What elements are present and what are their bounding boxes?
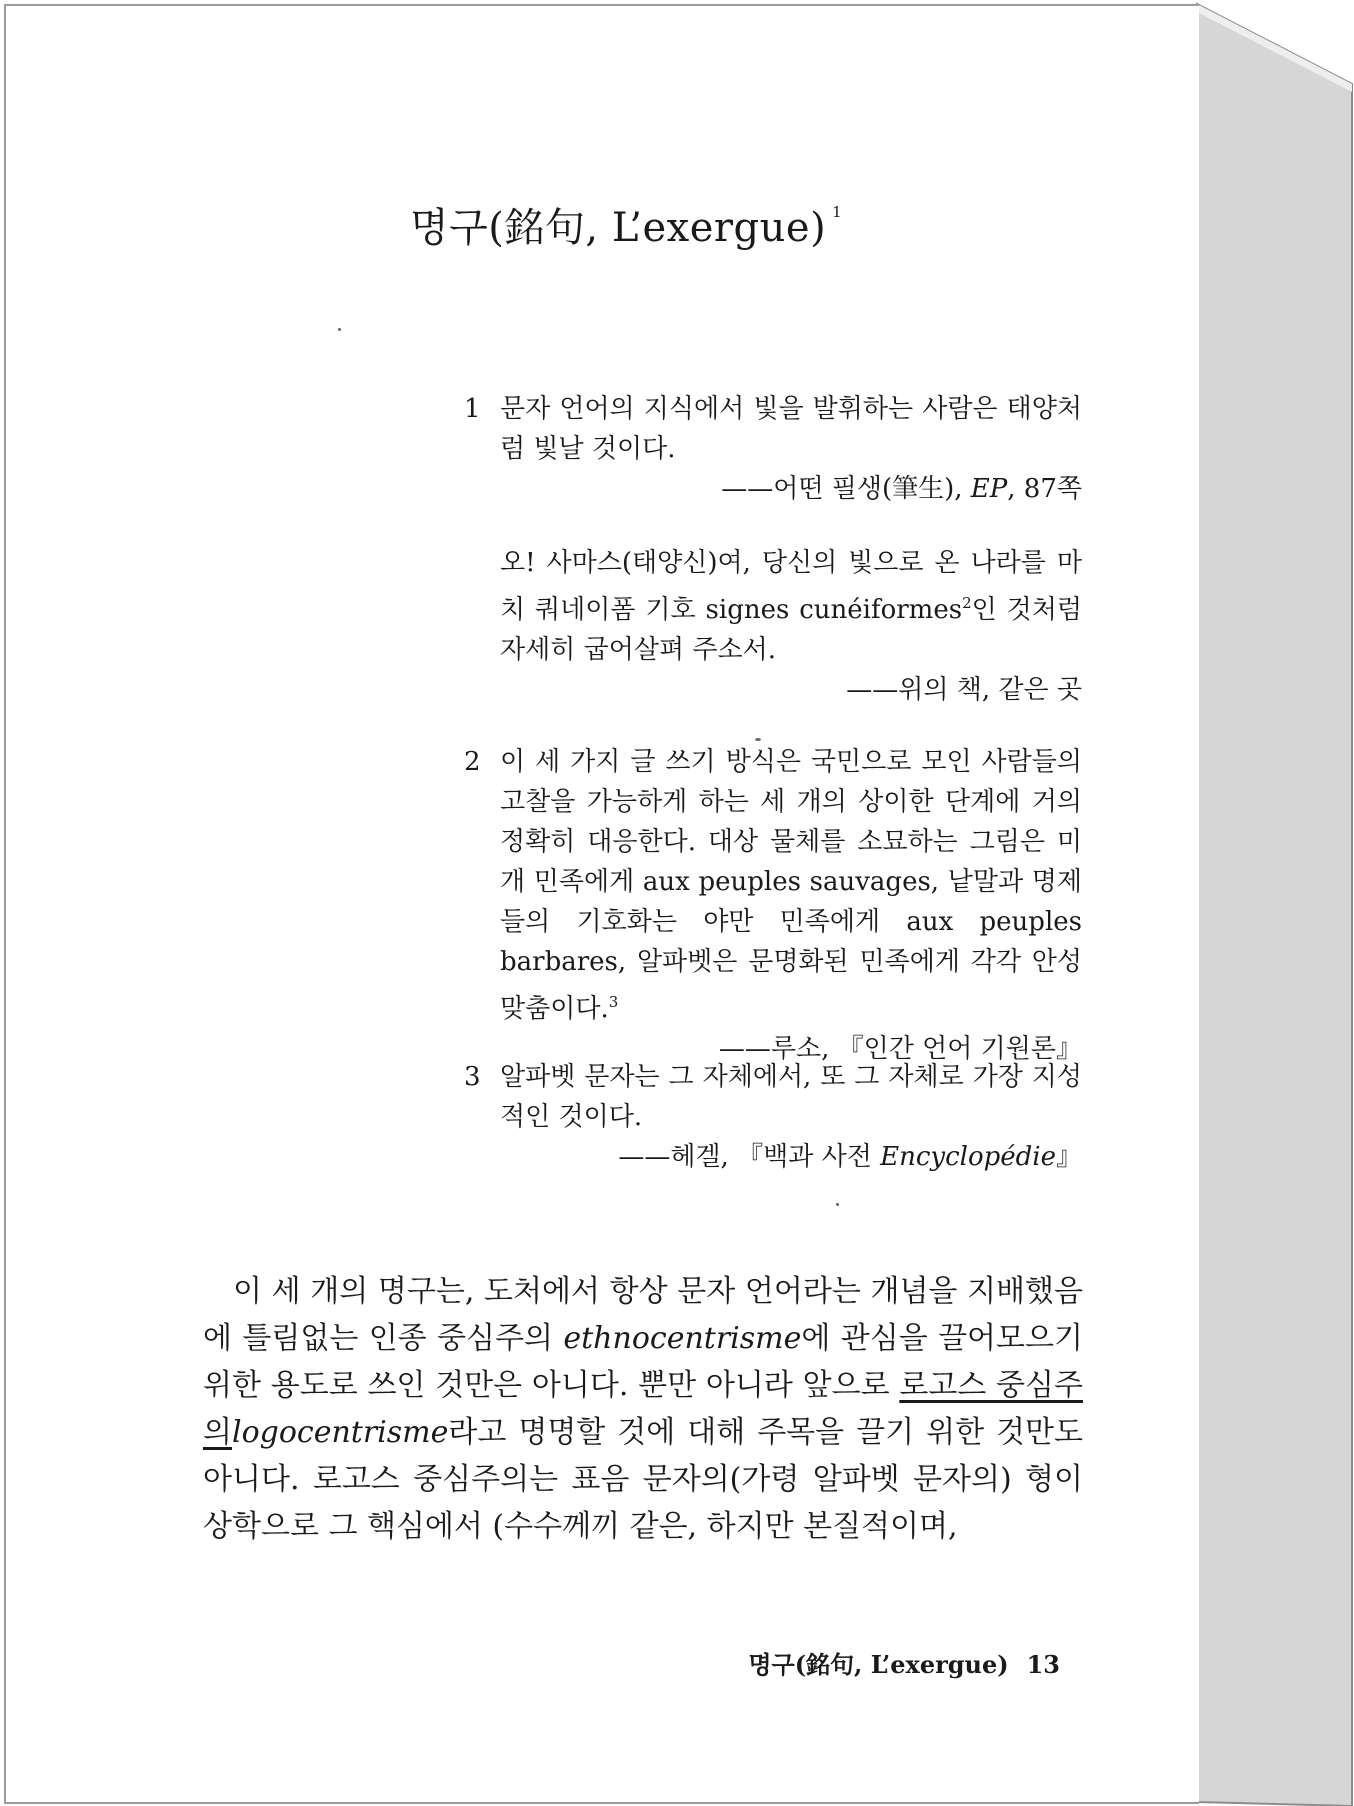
- source-prefix: ——어떤 필생(筆生),: [721, 474, 971, 504]
- epigraph-number: 1: [464, 394, 481, 424]
- epigraph-source: [470, 469, 1082, 509]
- epigraph-text: 문자 언어의 지식에서 빛을 발휘하는 사람은 태양처럼 빛날 것이다.: [500, 394, 1082, 464]
- epigraph-number: 3: [464, 1062, 481, 1092]
- page-title: [410, 196, 1030, 253]
- epigraph-text: [470, 742, 1082, 1029]
- body-paragraph: [203, 1268, 1083, 1550]
- epigraph-source: [470, 1137, 1082, 1177]
- epigraph-source: ——위의 책, 같은 곳: [846, 675, 1082, 705]
- source-title: EP: [970, 474, 1008, 504]
- body-text: 에 관심을 끌어모으기 위한 용도로 쓰인 것만은 아니다. 뿐만 아니라 앞으로: [203, 1321, 1083, 1403]
- body-underlined-term: 로고스 중심주의: [203, 1368, 1084, 1450]
- source-title: Encyclopédie: [880, 1142, 1056, 1172]
- epigraph-1: [464, 389, 1082, 509]
- epigraph-text-part: 이 세 가지 글 쓰기 방식은 국민으로 모인 사람들의 고찰을 가능하게 하는 세 개의 상이한 단계에 거의 정확히 대응한다. 대상 물체를 소묘하는 그림은 미개 민족에게 aux peuples sauvages, 낱말과 명제들의 기호화는 야만 민족에게 aux peuples barbares, 알파벳은 문명화된 민족에게 각각 안성맞춤이다.: [500, 747, 1082, 1024]
- dust-speck: [755, 738, 761, 741]
- body-text: 라고 명명할 것에 대해 주목을 끌기 위한 것만도 아니다. 로고스 중심주의는 표음 문자의(가령 알파벳 문자의) 형이상학으로 그 핵심에서 (수수께끼 같은, 하지만 본질적이며,: [203, 1415, 1083, 1544]
- dust-speck: [836, 1203, 839, 1206]
- page-title-note: 1: [832, 203, 843, 221]
- epigraph-text: 알파벳 문자는 그 자체에서, 또 그 자체로 가장 지성적인 것이다.: [500, 1062, 1082, 1132]
- page-number: 13: [1026, 1650, 1060, 1679]
- running-title: 명구(銘句, L’exergue): [748, 1650, 1009, 1679]
- epigraph-2: [464, 742, 1082, 1069]
- epigraph-number: 2: [464, 747, 481, 777]
- body-italic-term: ethnocentrisme: [563, 1321, 802, 1356]
- body-italic-term: logocentrisme: [231, 1415, 449, 1450]
- epigraph-text-part: 오! 사마스(태양신)여, 당신의 빛으로 온 나라를 마치 쿼네이폼 기호 signes cunéiformes: [500, 548, 1082, 625]
- running-footer: [740, 1645, 1060, 1680]
- epigraph-1b: [470, 543, 1082, 710]
- body-text: 이 세 개의 명구는, 도처에서 항상 문자 언어라는 개념을 지배했음에 틀림없는 인종 중심주의: [203, 1274, 1083, 1356]
- epigraph-text: [470, 543, 1082, 670]
- footnote-marker: 2: [962, 594, 972, 612]
- footnote-marker: 3: [608, 993, 619, 1011]
- page-title-text: 명구(銘句, L’exergue): [410, 205, 827, 251]
- dust-speck: [338, 328, 341, 331]
- epigraph-source: ——루소, 『인간 언어 기원론』: [718, 1034, 1082, 1064]
- epigraph-text-part: 인 것처럼 자세히 굽어살펴 주소서.: [500, 595, 1082, 665]
- source-prefix: ——헤겔, 『백과 사전: [618, 1142, 881, 1172]
- source-suffix: , 87쪽: [1007, 474, 1082, 504]
- epigraph-3: [464, 1057, 1082, 1177]
- source-suffix: 』: [1055, 1142, 1082, 1172]
